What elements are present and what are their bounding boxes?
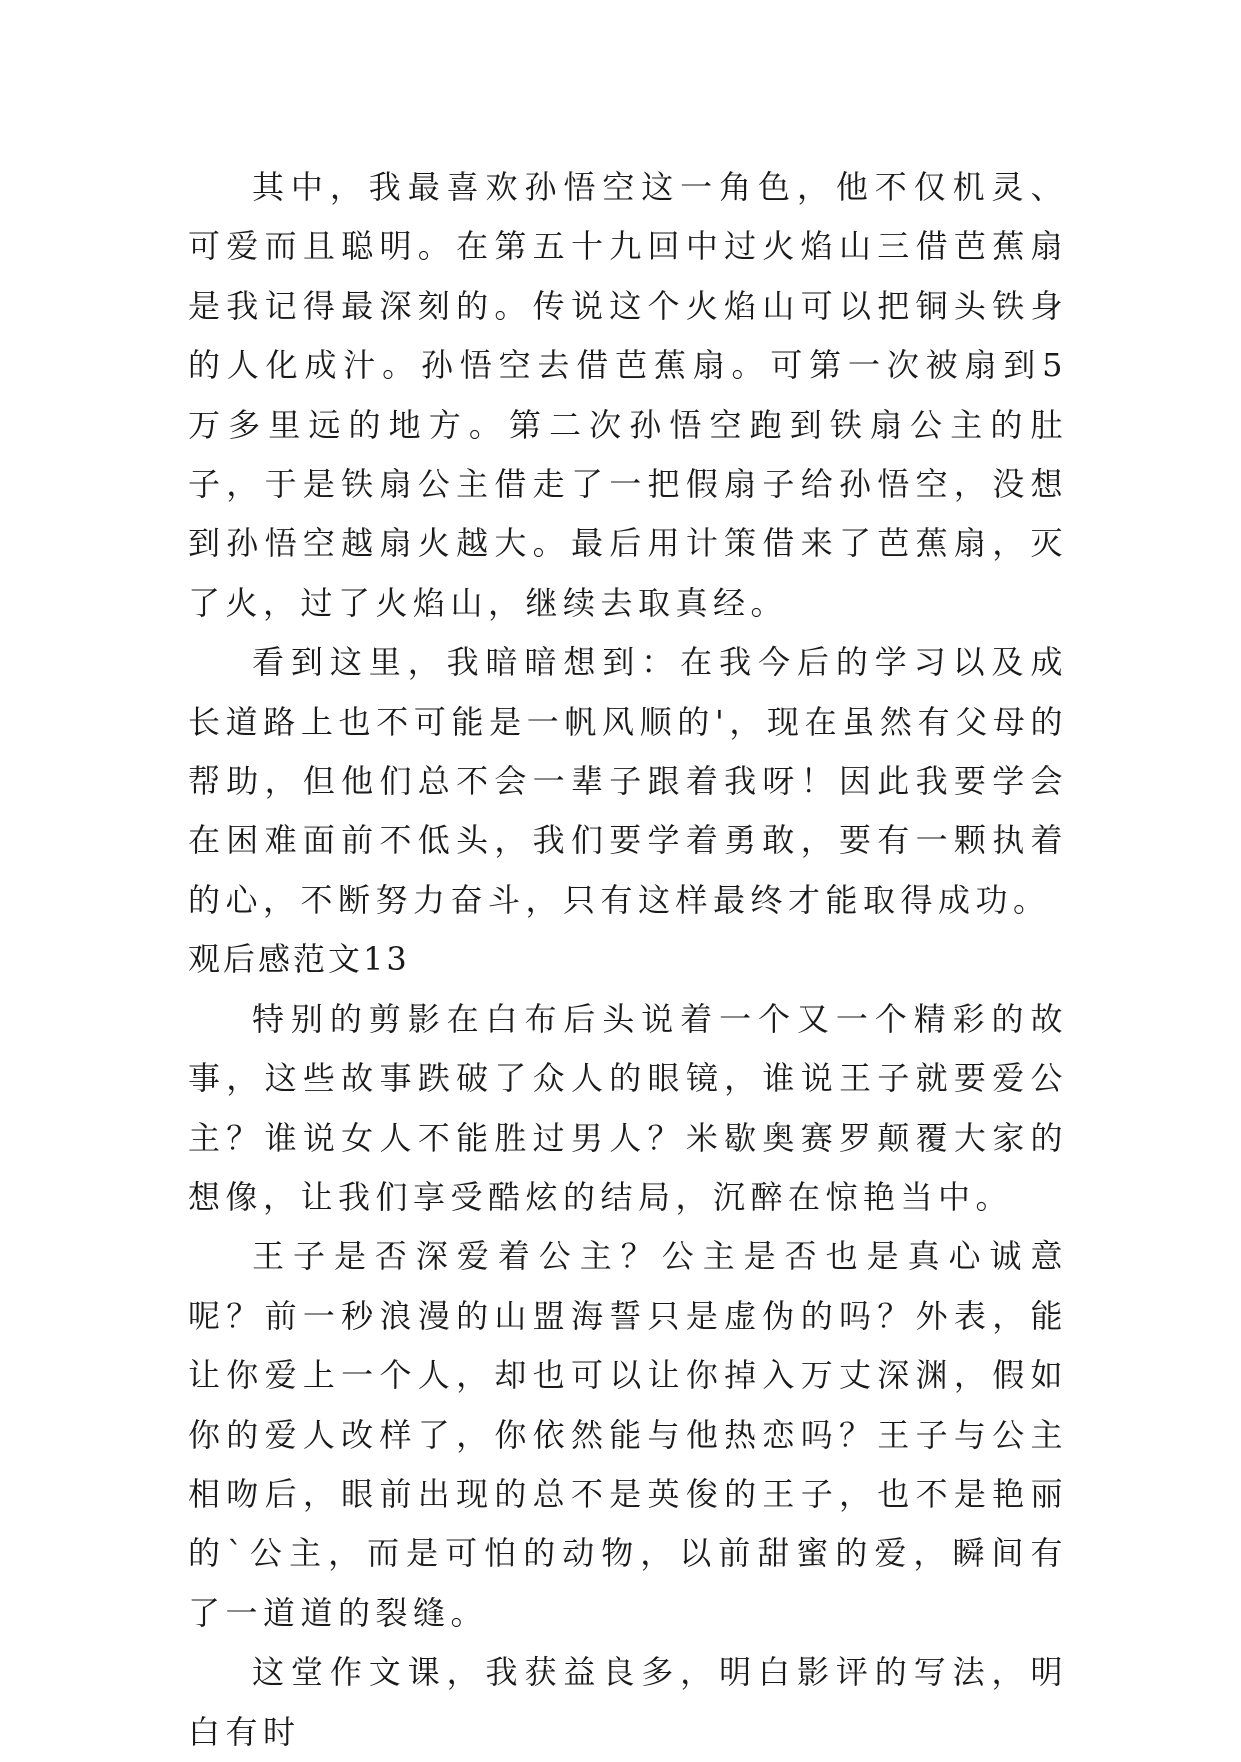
document-body — [188, 158, 1068, 1762]
paragraph-sun-wukong: 其中，我最喜欢孙悟空这一角色，他不仅机灵、可爱而且聪明。在第五十九回中过火焰山三借芭蕉扇是我记得最深刻的。传说这个火焰山可以把铜头铁身的人化成汁。孙悟空去借芭蕉扇。可第一次被扇到5万多里远的地方。第二次孙悟空跑到铁扇公主的肚子，于是铁扇公主借走了一把假扇子给孙悟空，没想到孙悟空越扇火越大。最后用计策借来了芭蕉扇，灭了火，过了火焰山，继续去取真经。 — [188, 168, 1068, 622]
paragraph-reflection: 看到这里，我暗暗想到：在我今后的学习以及成长道路上也不可能是一帆风顺的'，现在虽然有父母的帮助，但他们总不会一辈子跟着我呀！因此我要学会在困难面前不低头，我们要学着勇敢，要有一颗执着的心，不断努力奋斗，只有这样最终才能取得成功。 — [188, 643, 1068, 919]
paragraph-composition-class: 这堂作文课，我获益良多，明白影评的写法，明白有时 — [188, 1653, 1068, 1751]
section-heading: 观后感范文13 — [188, 940, 410, 979]
paragraph-prince-princess: 王子是否深爱着公主？公主是否也是真心诚意呢？前一秒浪漫的山盟海誓只是虚伪的吗？外表，能让你爱上一个人，却也可以让你掉入万丈深渊，假如你的爱人改样了，你依然能与他热恋吗？王子与公主相吻后，眼前出现的总不是英俊的王子，也不是艳丽的`公主，而是可怕的动物，以前甜蜜的爱，瞬间有了一道道的裂缝。 — [188, 1237, 1068, 1632]
paragraph-shadow-play: 特别的剪影在白布后头说着一个又一个精彩的故事，这些故事跌破了众人的眼镜，谁说王子就要爱公主？谁说女人不能胜过男人？米歇奥赛罗颠覆大家的想像，让我们享受酷炫的结局，沉醉在惊艳当中。 — [188, 999, 1068, 1216]
